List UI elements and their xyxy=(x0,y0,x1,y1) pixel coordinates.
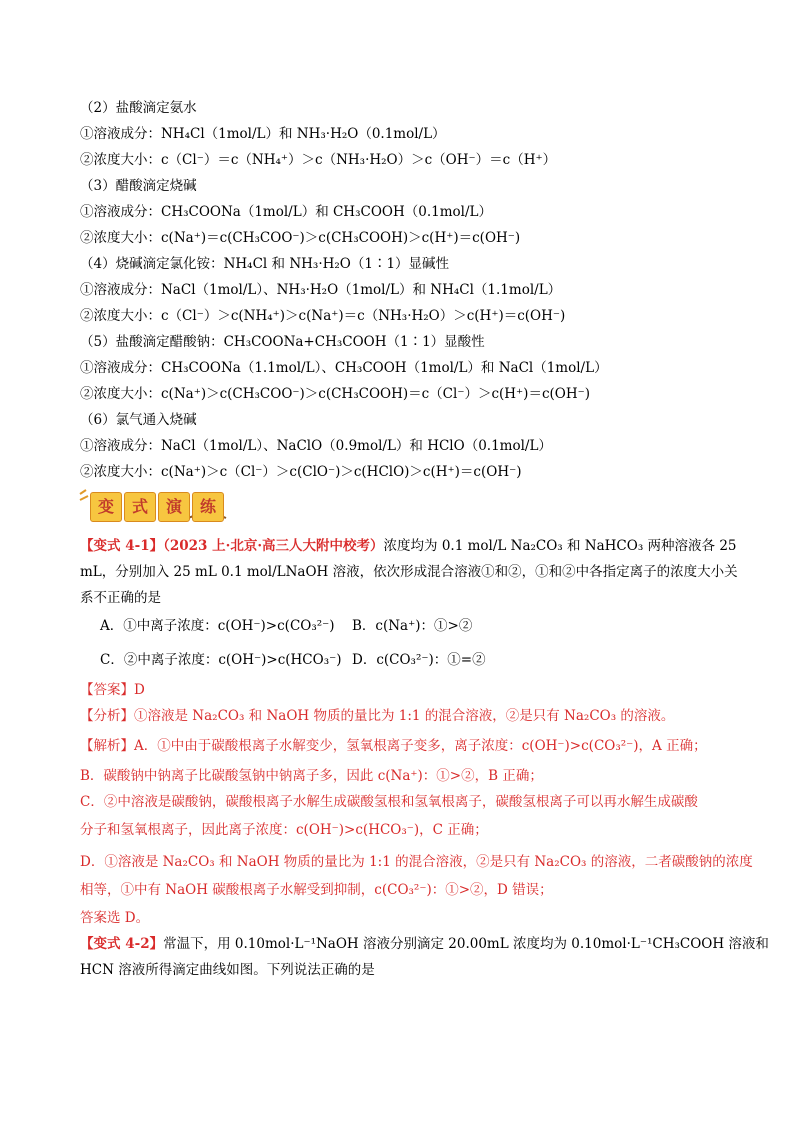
question-4-1-line3: 系不正确的是 xyxy=(80,590,161,606)
question-4-1-line1 xyxy=(80,536,737,556)
section-heading-6: （6）氯气通入烧碱 xyxy=(80,412,197,428)
concentration-line: ②浓度大小：c(Na⁺)＞c(CH₃COO⁻)＞c(CH₃COOH)＝c（Cl⁻）＞c(H⁺)＝c(OH⁻) xyxy=(80,386,591,402)
option-b: B．c(Na⁺)：①>② xyxy=(352,618,473,634)
option-c: C．②中离子浓度：c(OH⁻)>c(HCO₃⁻) xyxy=(100,652,342,668)
concentration-line: ②浓度大小：c(Na⁺)＞c（Cl⁻）＞c(ClO⁻)＞c(HClO)＞c(H⁺)＝c(OH⁻) xyxy=(80,464,522,480)
composition-line: ①溶液成分：CH₃COONa（1mol/L）和 CH₃COOH（0.1mol/L） xyxy=(80,204,492,220)
question-tag: 【变式 4-1】 xyxy=(80,538,164,554)
question-source: （2023 上·北京·高三人大附中校考） xyxy=(163,538,384,554)
option-d: D．c(CO₃²⁻)：①=② xyxy=(352,652,486,668)
explanation-line: 分子和氢氧根离子，因此离子浓度：c(OH⁻)>c(HCO₃⁻)，C 正确； xyxy=(80,822,488,838)
explanation-line: C．②中溶液是碳酸钠，碳酸根离子水解生成碳酸氢根和氢氧根离子，碳酸氢根离子可以再水解生成碳酸 xyxy=(80,794,698,810)
section-heading-2: （2）盐酸滴定氨水 xyxy=(80,100,197,116)
composition-line: ①溶液成分：CH₃COONa（1.1mol/L）、CH₃COOH（1mol/L）和 NaCl（1mol/L） xyxy=(80,360,608,376)
section-heading-3: （3）醋酸滴定烧碱 xyxy=(80,178,197,194)
banner-char: 练 xyxy=(192,492,224,522)
explanation-line: 【解析】A．①中由于碳酸根离子水解变少，氢氧根离子变多，离子浓度：c(OH⁻)>c(CO₃²⁻)，A 正确； xyxy=(80,738,707,754)
explanation-line: 相等，①中有 NaOH 碳酸根离子水解受到抑制，c(CO₃²⁻)：①>②，D 错误； xyxy=(80,882,553,898)
banner-char: 演 xyxy=(158,492,190,522)
concentration-line: ②浓度大小：c（Cl⁻）＞c(NH₄⁺)＞c(Na⁺)＝c（NH₃·H₂O）＞c(H⁺)＝c(OH⁻) xyxy=(80,308,566,324)
option-a: A．①中离子浓度：c(OH⁻)>c(CO₃²⁻) xyxy=(100,618,335,634)
question-4-1-line2: mL，分别加入 25 mL 0.1 mol/LNaOH 溶液，依次形成混合溶液①和②，①和②中各指定离子的浓度大小关 xyxy=(80,564,738,580)
explanation-line: B．碳酸钠中钠离子比碳酸氢钠中钠离子多，因此 c(Na⁺)：①>②，B 正确； xyxy=(80,768,543,784)
answer-line: 【答案】D xyxy=(80,682,145,698)
question-tag: 【变式 4-2】 xyxy=(80,936,164,952)
section-heading-5: （5）盐酸滴定醋酸钠：CH₃COONa+CH₃COOH（1∶1）显酸性 xyxy=(80,334,485,350)
composition-line: ①溶液成分：NH₄Cl（1mol/L）和 NH₃·H₂O（0.1mol/L） xyxy=(80,126,446,142)
explanation-line: D．①溶液是 Na₂CO₃ 和 NaOH 物质的量比为 1:1 的混合溶液，②是只有 Na₂CO₃ 的溶液，二者碳酸钠的浓度 xyxy=(80,854,753,870)
question-4-2-line2: HCN 溶液所得滴定曲线如图。下列说法正确的是 xyxy=(80,962,375,978)
concentration-line: ②浓度大小：c（Cl⁻）＝c（NH₄⁺）＞c（NH₃·H₂O）＞c（OH⁻）＝c（H⁺） xyxy=(80,152,557,168)
composition-line: ①溶液成分：NaCl（1mol/L）、NH₃·H₂O（1mol/L）和 NH₄Cl（1.1mol/L） xyxy=(80,282,562,298)
analysis-line: 【分析】①溶液是 Na₂CO₃ 和 NaOH 物质的量比为 1:1 的混合溶液，②是只有 Na₂CO₃ 的溶液。 xyxy=(80,708,675,724)
composition-line: ①溶液成分：NaCl（1mol/L）、NaClO（0.9mol/L）和 HClO（0.1mol/L） xyxy=(80,438,552,454)
banner-char: 变 xyxy=(90,492,122,522)
final-answer: 答案选 D。 xyxy=(80,910,150,926)
question-text: 浓度均为 0.1 mol/L Na₂CO₃ 和 NaHCO₃ 两种溶液各 25 xyxy=(383,538,737,554)
question-4-2-line1 xyxy=(80,934,769,954)
concentration-line: ②浓度大小：c(Na⁺)＝c(CH₃COO⁻)＞c(CH₃COOH)＞c(H⁺)＝c(OH⁻) xyxy=(80,230,521,246)
section-heading-4: （4）烧碱滴定氯化铵：NH₄Cl 和 NH₃·H₂O（1∶1）显碱性 xyxy=(80,256,450,272)
banner-char: 式 xyxy=(124,492,156,522)
practice-banner xyxy=(78,488,228,524)
question-text: 常温下，用 0.10mol·L⁻¹NaOH 溶液分别滴定 20.00mL 浓度均为 0.10mol·L⁻¹CH₃COOH 溶液和 xyxy=(163,936,769,952)
